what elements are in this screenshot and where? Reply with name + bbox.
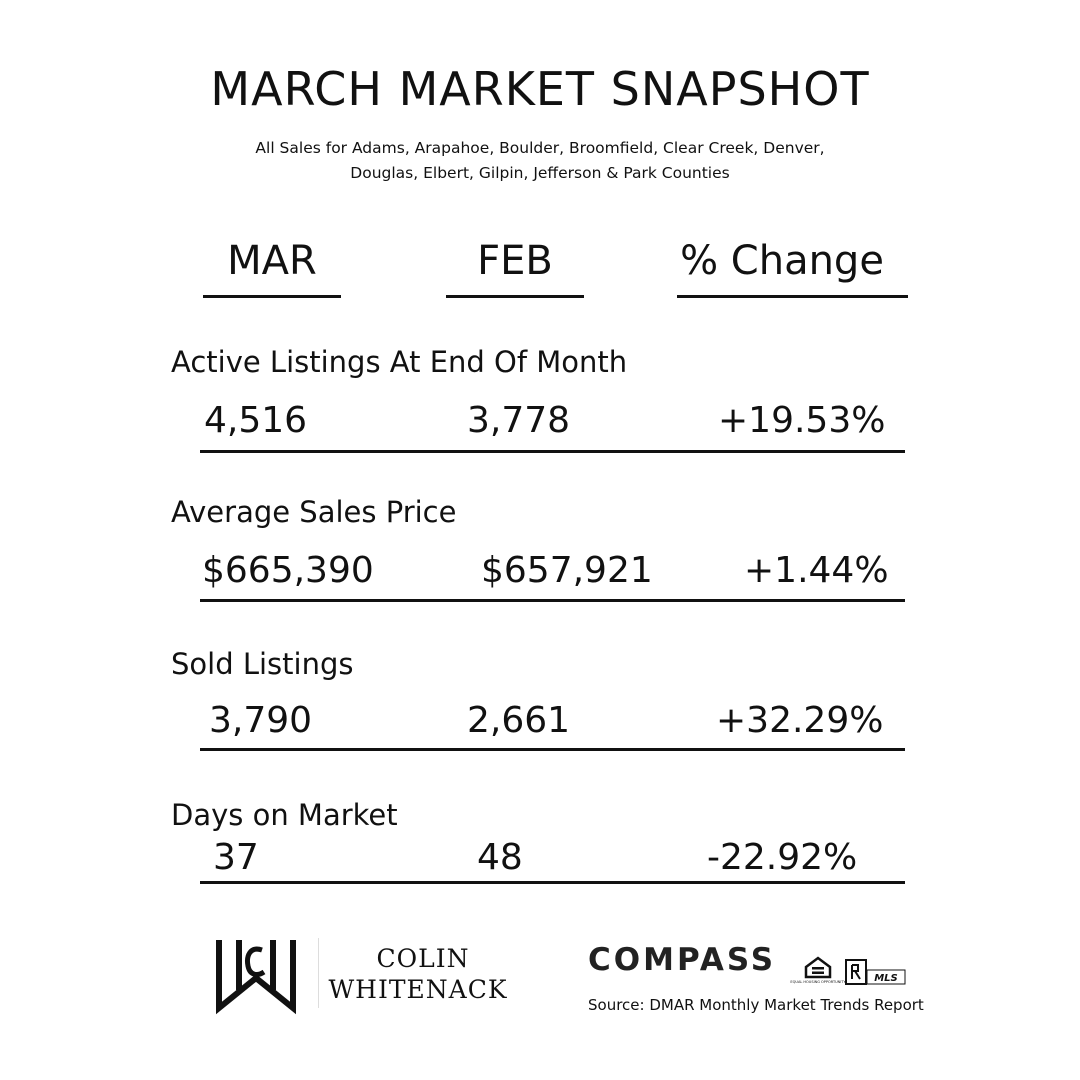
metric-value-current: 3,790 xyxy=(209,700,313,741)
row-divider xyxy=(200,450,905,453)
metric-value-change: -22.92% xyxy=(707,837,858,878)
column-underline-mar xyxy=(203,295,341,298)
column-header-change: % Change xyxy=(680,238,884,284)
metric-label-days-on-market: Days on Market xyxy=(171,798,398,832)
cw-monogram-logo xyxy=(216,938,296,1010)
metric-value-previous: $657,921 xyxy=(481,550,653,591)
metric-value-change: +19.53% xyxy=(718,400,886,441)
compass-logo: COMPASS xyxy=(588,942,777,978)
row-divider xyxy=(200,881,905,884)
metric-value-current: 37 xyxy=(213,837,259,878)
metric-value-previous: 2,661 xyxy=(467,700,571,741)
column-underline-feb xyxy=(446,295,584,298)
metric-value-previous: 3,778 xyxy=(467,400,571,441)
metric-value-current: $665,390 xyxy=(202,550,374,591)
metric-label-average-sales-price: Average Sales Price xyxy=(171,495,457,529)
realtor-mls-icon xyxy=(845,958,907,986)
metric-label-active-listings: Active Listings At End Of Month xyxy=(171,345,628,379)
agent-name-last: WHITENACK xyxy=(328,975,508,1004)
subtitle-line-2: Douglas, Elbert, Gilpin, Jefferson & Park Counties xyxy=(350,164,730,182)
metric-value-current: 4,516 xyxy=(204,400,308,441)
equal-housing-opportunity-icon xyxy=(790,955,846,985)
column-header-feb: FEB xyxy=(477,238,553,284)
page-title: MARCH MARKET SNAPSHOT xyxy=(210,62,870,116)
row-divider xyxy=(200,748,905,751)
metric-value-previous: 48 xyxy=(477,837,523,878)
row-divider xyxy=(200,599,905,602)
metric-label-sold-listings: Sold Listings xyxy=(171,647,354,681)
mls-text: MLS xyxy=(874,973,898,984)
metric-value-change: +32.29% xyxy=(716,700,884,741)
subtitle-line-1: All Sales for Adams, Arapahoe, Boulder, Broomfield, Clear Creek, Denver, xyxy=(255,139,825,157)
equal-housing-text: EQUAL HOUSING OPPORTUNITY xyxy=(790,980,846,984)
source-note: Source: DMAR Monthly Market Trends Report xyxy=(588,996,924,1014)
column-underline-change xyxy=(677,295,908,298)
page-subtitle xyxy=(200,136,880,186)
metric-value-change: +1.44% xyxy=(744,550,889,591)
agent-name-first: COLIN xyxy=(376,944,470,973)
column-header-mar: MAR xyxy=(227,238,317,284)
